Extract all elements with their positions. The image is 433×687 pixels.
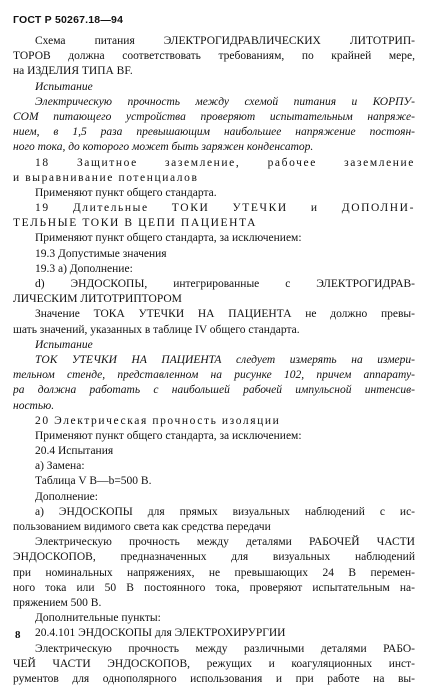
section-heading-19-cont: ТЕЛЬНЫЕ ТОКИ В ЦЕПИ ПАЦИЕНТА (13, 217, 258, 230)
text-line: нием, в 1,5 раза превышающим наибольшее напряжение постоян- (13, 126, 415, 139)
text-line: ра должна работать с наибольшей рабочей импульсной интенсив- (13, 384, 415, 397)
text-line: Схема питания ЭЛЕКТРОГИДРАВЛИЧЕСКИХ ЛИТОТРИП- (35, 35, 415, 47)
text-line: Значение ТОКА УТЕЧКИ НА ПАЦИЕНТА не должно превы- (35, 308, 415, 321)
text-line: ного тока или 50 В постоянного тока, проверяют испытательным на- (13, 581, 415, 594)
text-line: ного тока, до которого может быть заряжен конденсатор. (13, 141, 314, 154)
text-line: d) ЭНДОСКОПЫ, интегрированные с ЭЛЕКТРОГИДРАВ- (35, 278, 415, 290)
text-line: ТОРОВ должна соответствовать требованиям, по крайней мере, (13, 50, 415, 63)
text-line: Применяют пункт общего стандарта, за исключением: (35, 232, 302, 245)
text-line: при номинальных напряжениях, не превышающих 24 В перемен- (13, 566, 415, 579)
text-line: а) Замена: (35, 460, 85, 473)
text-line: ТОК УТЕЧКИ НА ПАЦИЕНТА следует измерять на измери- (35, 353, 415, 366)
section-heading-20: 20 Электрическая прочность изоляции (35, 414, 281, 427)
text-line: рументов для однополярного использования и при работе на вы- (13, 672, 415, 685)
text-line: Таблица V В—b=500 В. (35, 475, 152, 488)
test-heading: Испытание (35, 80, 93, 93)
text-line: Электрическую прочность между деталями РАБОЧЕЙ ЧАСТИ (35, 536, 415, 549)
text-line: 20.4 Испытания (35, 445, 114, 458)
text-line: Применяют пункт общего стандарта, за исключением: (35, 429, 302, 442)
test-heading: Испытание (35, 338, 93, 351)
page-header: ГОСТ Р 50267.18—94 (13, 14, 124, 26)
text-line: шать значений, указанных в таблице IV общего стандарта. (13, 323, 300, 336)
text-line: 19.3 а) Дополнение: (35, 262, 133, 275)
text-line: Электрическую прочность между схемой питания и КОРПУ- (35, 95, 415, 108)
text-line: СОМ питающего устройства проверяют испытательным напряже- (13, 110, 415, 123)
text-line: Электрическую прочность между различными деталями РАБО- (35, 642, 415, 655)
text-line: тельном стенде, представленном на рисунке 102, причем аппарату- (13, 369, 415, 382)
text-line: ностью. (13, 399, 55, 412)
text-line: Применяют пункт общего стандарта. (35, 186, 217, 199)
text-line: 19.3 Допустимые значения (35, 247, 167, 260)
section-heading-19: 19 Длительные ТОКИ УТЕЧКИ и ДОПОЛНИ- (35, 202, 415, 215)
text-line: пользованием видимого света как средства передачи (13, 521, 271, 533)
text-line: Дополнительные пункты: (35, 612, 161, 625)
text-line: ЧЕЙ ЧАСТИ ЭНДОСКОПОВ, режущих и коагуляционных инст- (13, 657, 415, 670)
section-heading-18: 18 Защитное заземление, рабочее заземление (35, 156, 415, 169)
page-body (13, 34, 415, 687)
text-line: Дополнение: (35, 490, 98, 503)
text-line: пряжением 500 В. (13, 596, 102, 609)
subsection-heading: 20.4.101 ЭНДОСКОПЫ для ЭЛЕКТРОХИРУРГИИ (35, 627, 286, 640)
text-line: ЭНДОСКОПОВ, предназначенных для визуальных наблюдений (13, 551, 415, 564)
text-line: ЛИЧЕСКИМ ЛИТОТРИПТОРОМ (13, 293, 182, 306)
section-heading-18-cont: и выравнивание потенциалов (13, 171, 199, 184)
page-number: 8 (15, 629, 21, 641)
text-line: а) ЭНДОСКОПЫ для прямых визуальных наблюдений с ис- (35, 505, 415, 518)
text-line: на ИЗДЕЛИЯ ТИПА BF. (13, 65, 133, 78)
